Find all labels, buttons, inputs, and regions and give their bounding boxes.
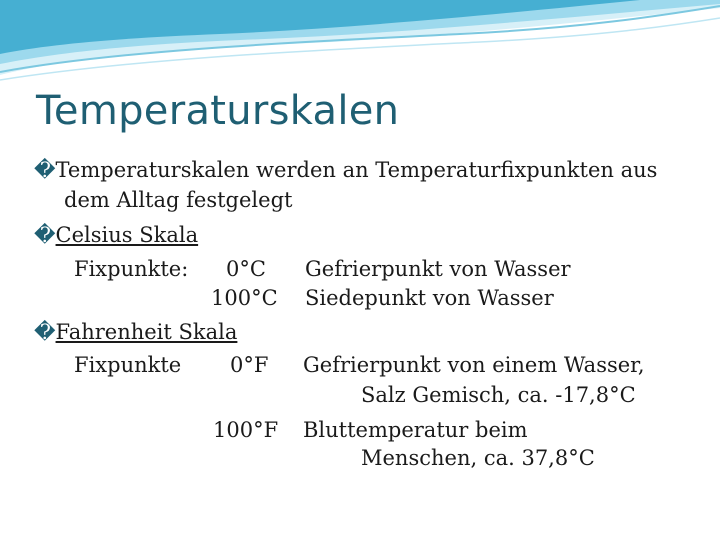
celsius-bullet-line xyxy=(34,221,198,249)
fahrenheit-desc-1-line1: Gefrierpunkt von einem Wasser, xyxy=(303,353,645,377)
intro-text-line2: dem Alltag festgelegt xyxy=(64,188,293,212)
celsius-desc-1: Gefrierpunkt von Wasser xyxy=(305,257,571,281)
fahrenheit-heading: Fahrenheit Skala xyxy=(55,320,238,344)
bullet-icon: � xyxy=(34,158,56,182)
celsius-heading: Celsius Skala xyxy=(55,223,199,247)
celsius-value-2: 100°C xyxy=(211,286,278,310)
fahrenheit-value-2: 100°F xyxy=(213,418,279,442)
bullet-icon: � xyxy=(34,320,56,344)
intro-bullet-line xyxy=(34,156,657,184)
celsius-fix-label: Fixpunkte: xyxy=(74,257,189,281)
fahrenheit-desc-2-line1: Bluttemperatur beim xyxy=(303,418,528,442)
intro-text-line1: Temperaturskalen werden an Temperaturfixpunkten aus xyxy=(55,158,658,182)
fahrenheit-desc-2-line2: Menschen, ca. 37,8°C xyxy=(361,446,595,470)
celsius-desc-2: Siedepunkt von Wasser xyxy=(305,286,554,310)
fahrenheit-fix-label: Fixpunkte xyxy=(74,353,182,377)
fahrenheit-bullet-line xyxy=(34,318,237,346)
slide-title: Temperaturskalen xyxy=(36,88,400,134)
bullet-icon: � xyxy=(34,223,56,247)
fahrenheit-value-1: 0°F xyxy=(230,353,269,377)
decorative-wave-header xyxy=(0,0,720,90)
fahrenheit-desc-1-line2: Salz Gemisch, ca. -17,8°C xyxy=(361,383,636,407)
celsius-value-1: 0°C xyxy=(226,257,266,281)
